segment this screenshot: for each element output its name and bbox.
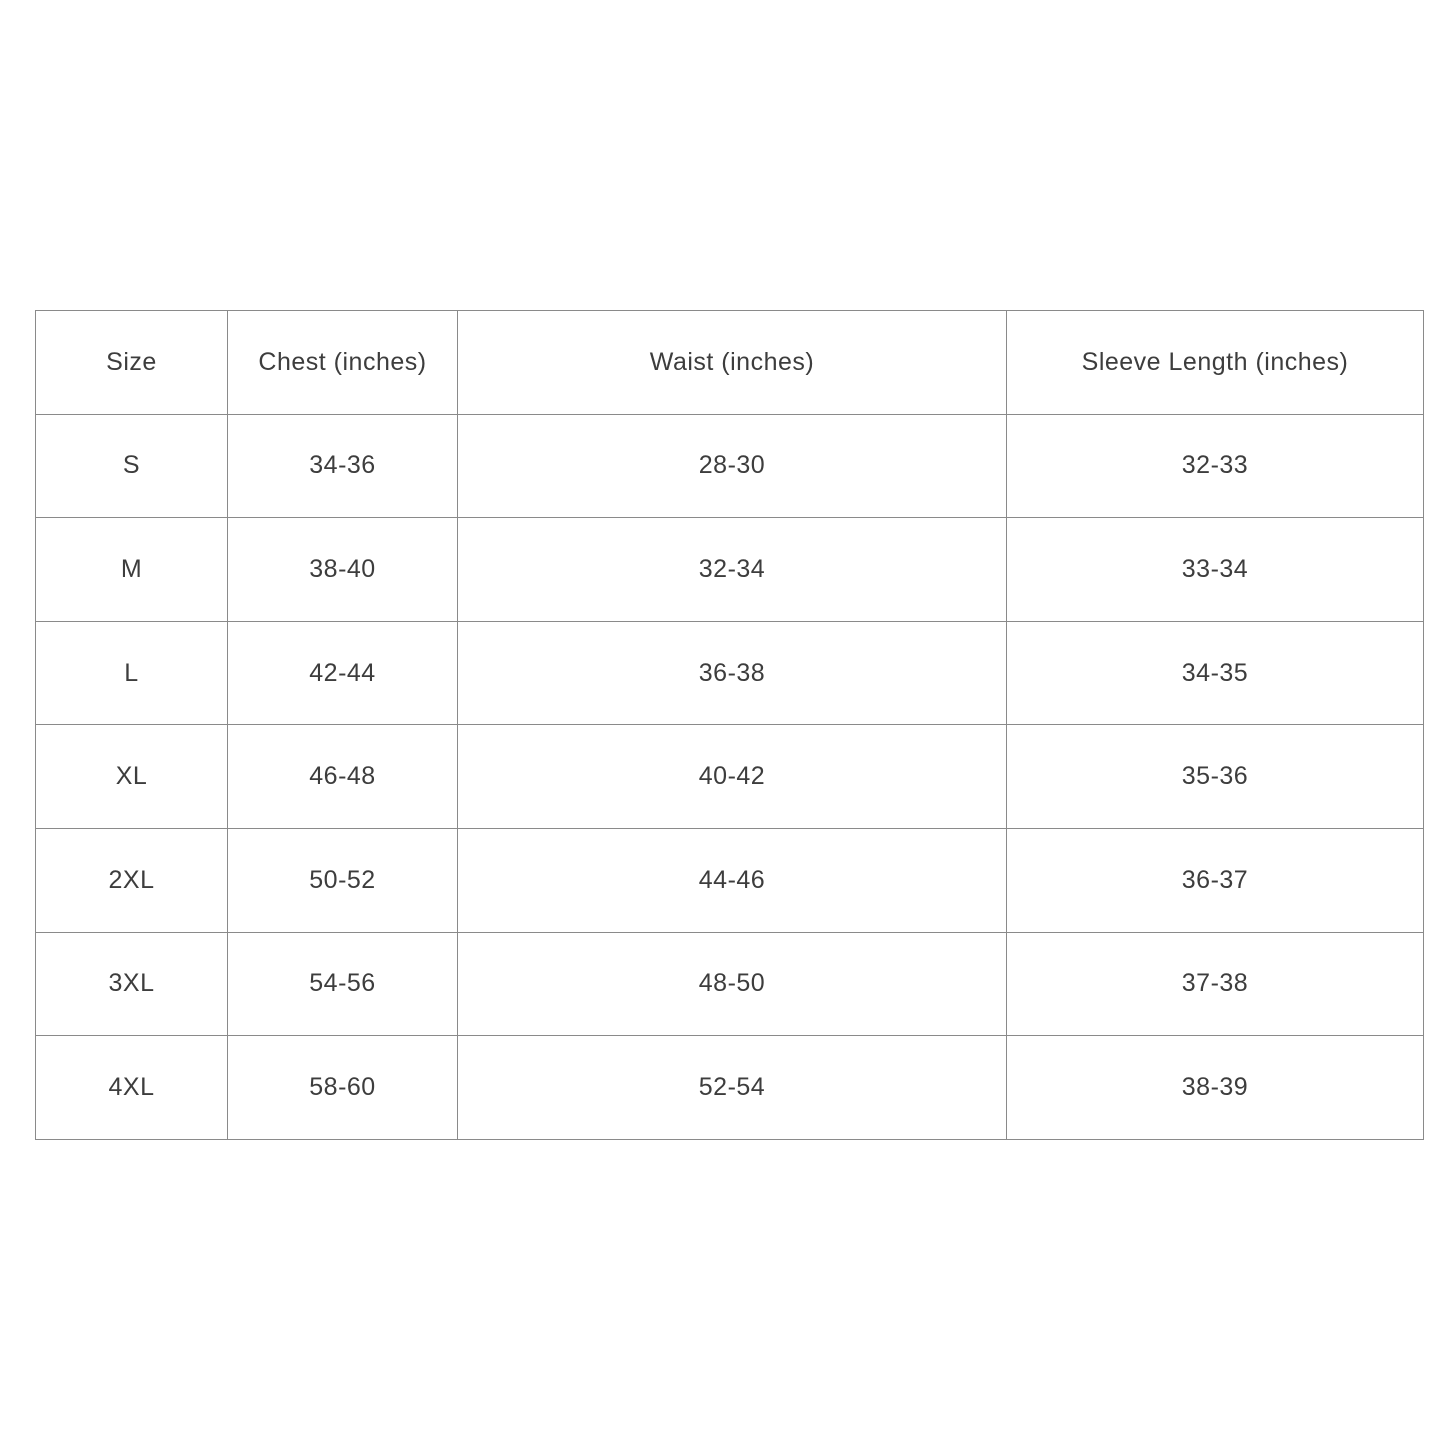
size-cell: XL xyxy=(36,725,228,829)
chest-cell: 54-56 xyxy=(228,932,458,1036)
sleeve-cell: 38-39 xyxy=(1007,1036,1424,1140)
sleeve-cell: 37-38 xyxy=(1007,932,1424,1036)
table-row xyxy=(36,828,1424,932)
column-header-waist: Waist (inches) xyxy=(458,311,1007,415)
waist-cell: 28-30 xyxy=(458,414,1007,518)
size-cell: L xyxy=(36,621,228,725)
table-row xyxy=(36,932,1424,1036)
table-row xyxy=(36,518,1424,622)
waist-cell: 36-38 xyxy=(458,621,1007,725)
waist-cell: 32-34 xyxy=(458,518,1007,622)
sleeve-cell: 35-36 xyxy=(1007,725,1424,829)
sleeve-cell: 34-35 xyxy=(1007,621,1424,725)
waist-cell: 44-46 xyxy=(458,828,1007,932)
waist-cell: 52-54 xyxy=(458,1036,1007,1140)
size-cell: 2XL xyxy=(36,828,228,932)
chest-cell: 46-48 xyxy=(228,725,458,829)
column-header-size: Size xyxy=(36,311,228,415)
chest-cell: 58-60 xyxy=(228,1036,458,1140)
chest-cell: 34-36 xyxy=(228,414,458,518)
waist-cell: 48-50 xyxy=(458,932,1007,1036)
size-chart-table xyxy=(35,310,1424,1140)
table-row xyxy=(36,1036,1424,1140)
sleeve-cell: 33-34 xyxy=(1007,518,1424,622)
chest-cell: 50-52 xyxy=(228,828,458,932)
table-row xyxy=(36,414,1424,518)
sleeve-cell: 36-37 xyxy=(1007,828,1424,932)
table-row xyxy=(36,621,1424,725)
size-cell: S xyxy=(36,414,228,518)
column-header-sleeve: Sleeve Length (inches) xyxy=(1007,311,1424,415)
waist-cell: 40-42 xyxy=(458,725,1007,829)
sleeve-cell: 32-33 xyxy=(1007,414,1424,518)
size-cell: 3XL xyxy=(36,932,228,1036)
chest-cell: 42-44 xyxy=(228,621,458,725)
size-cell: M xyxy=(36,518,228,622)
table-row xyxy=(36,725,1424,829)
size-cell: 4XL xyxy=(36,1036,228,1140)
column-header-chest: Chest (inches) xyxy=(228,311,458,415)
header-row xyxy=(36,311,1424,415)
chest-cell: 38-40 xyxy=(228,518,458,622)
